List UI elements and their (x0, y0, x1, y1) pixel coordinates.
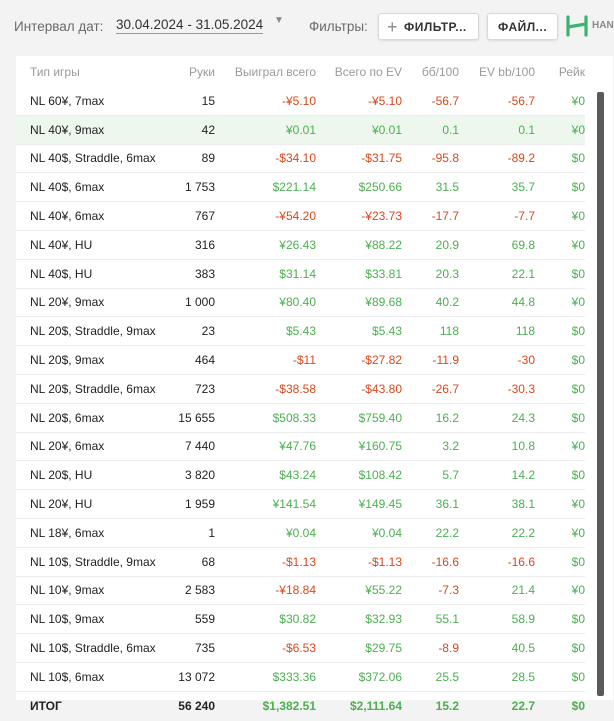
col-header-ev-bb100[interactable]: EV bb/100 (478, 64, 535, 79)
cell-ev-bb100: 14.2 (459, 461, 535, 490)
cell-won-total: -¥18.84 (215, 576, 316, 605)
cell-bb100: -95.8 (402, 144, 459, 173)
cell-hands: 42 (164, 115, 215, 144)
cell-hands: 3 820 (164, 461, 215, 490)
cell-ev-total: ¥149.45 (316, 490, 402, 519)
cell-ev-total: -$1.13 (316, 547, 402, 576)
cell-won-total: ¥0.04 (215, 518, 316, 547)
cell-won-total: ¥26.43 (215, 230, 316, 259)
cell-rake: $0 (535, 259, 585, 288)
cell-rake: ¥0 (535, 576, 585, 605)
cell-hands: 56 240 (178, 699, 215, 714)
cell-won-total: -$34.10 (215, 144, 316, 173)
cell-rake: ¥0 (535, 115, 585, 144)
cell-won-total: -¥5.10 (215, 87, 316, 115)
cell-won-total: $333.36 (215, 662, 316, 691)
cell-won-total: -$6.53 (215, 634, 316, 663)
table-row[interactable] (16, 518, 585, 547)
cell-rake: $0 (535, 317, 585, 346)
cell-rake: $0 (535, 403, 585, 432)
cell-ev-bb100: 35.7 (459, 173, 535, 202)
cell-hands: 13 072 (164, 662, 215, 691)
table-row[interactable] (16, 374, 585, 403)
cell-hands: 735 (164, 634, 215, 663)
cell-rake: $0 (535, 346, 585, 375)
table-row[interactable] (16, 317, 585, 346)
cell-game-type: NL 20¥, 9max (16, 288, 164, 317)
cell-rake: $0 (535, 461, 585, 490)
cell-game-type: NL 20$, HU (16, 461, 164, 490)
cell-game-type: NL 40¥, 9max (16, 115, 164, 144)
cell-rake: $0 (535, 144, 585, 173)
table-row[interactable] (16, 202, 585, 231)
table-row[interactable] (16, 288, 585, 317)
cell-ev-total: -¥5.10 (316, 87, 402, 115)
cell-bb100: -8.9 (402, 634, 459, 663)
cell-won-total: $5.43 (215, 317, 316, 346)
cell-hands: 15 (164, 87, 215, 115)
cell-hands: 15 655 (164, 403, 215, 432)
cell-bb100: 0.1 (402, 115, 459, 144)
cell-ev-total: -$27.82 (316, 346, 402, 375)
cell-won-total: -$38.58 (215, 374, 316, 403)
cell-ev-total: $29.75 (316, 634, 402, 663)
cell-won-total: -$1.13 (215, 547, 316, 576)
cell-won-total: $31.14 (215, 259, 316, 288)
date-interval-label: Интервал дат: (14, 19, 104, 34)
cell-ev-bb100: 28.5 (459, 662, 535, 691)
cell-game-type: NL 40$, 6max (16, 173, 164, 202)
col-header-rake[interactable]: Рейк (558, 64, 585, 79)
cell-game-type: ИТОГ (30, 699, 62, 714)
cell-game-type: NL 40¥, HU (16, 230, 164, 259)
cell-hands: 767 (164, 202, 215, 231)
cell-ev-total: ¥0.04 (316, 518, 402, 547)
cell-hands: 464 (164, 346, 215, 375)
cell-ev-total: ¥55.22 (316, 576, 402, 605)
cell-rake: $0 (535, 547, 585, 576)
table-row[interactable] (16, 432, 585, 461)
cell-ev-bb100: -56.7 (459, 87, 535, 115)
cell-won-total: $1,382.51 (262, 699, 316, 714)
table-row[interactable] (16, 634, 585, 663)
cell-hands: 1 (164, 518, 215, 547)
cell-ev-total: $108.42 (316, 461, 402, 490)
cell-hands: 23 (164, 317, 215, 346)
cell-game-type: NL 40¥, 6max (16, 202, 164, 231)
table-row[interactable] (16, 490, 585, 519)
cell-rake: ¥0 (535, 490, 585, 519)
cell-game-type: NL 20$, Straddle, 6max (16, 374, 164, 403)
chevron-down-icon[interactable]: ▼ (274, 15, 284, 26)
cell-ev-bb100: 21.4 (459, 576, 535, 605)
cell-won-total: $30.82 (215, 605, 316, 634)
cell-game-type: NL 20¥, 6max (16, 432, 164, 461)
cell-rake: ¥0 (535, 202, 585, 231)
table-header-row (16, 56, 585, 87)
cell-ev-total: $5.43 (316, 317, 402, 346)
col-header-won-total[interactable]: Выиграл всего (234, 64, 316, 79)
cell-ev-bb100: -89.2 (459, 144, 535, 173)
cell-ev-total: -$43.80 (316, 374, 402, 403)
cell-hands: 1 000 (164, 288, 215, 317)
filters-label: Фильтры: (309, 19, 368, 34)
cell-rake: $0 (571, 699, 585, 714)
cell-game-type: NL 10$, 6max (16, 662, 164, 691)
cell-ev-bb100: 58.9 (459, 605, 535, 634)
cell-bb100: 20.9 (402, 230, 459, 259)
cell-bb100: 118 (402, 317, 459, 346)
cell-ev-bb100: 118 (459, 317, 535, 346)
cell-won-total: $221.14 (215, 173, 316, 202)
cell-hands: 1 753 (164, 173, 215, 202)
cell-bb100: 40.2 (402, 288, 459, 317)
cell-rake: $0 (535, 374, 585, 403)
cell-ev-bb100: 22.2 (459, 518, 535, 547)
cell-rake: ¥0 (535, 518, 585, 547)
cell-ev-bb100: 22.1 (459, 259, 535, 288)
cell-bb100: -26.7 (402, 374, 459, 403)
plus-icon: + (387, 16, 399, 37)
cell-ev-bb100: 69.8 (459, 230, 535, 259)
cell-bb100: 55.1 (402, 605, 459, 634)
cell-bb100: 5.7 (402, 461, 459, 490)
cell-hands: 1 959 (164, 490, 215, 519)
cell-bb100: 25.5 (402, 662, 459, 691)
cell-ev-bb100: 44.8 (459, 288, 535, 317)
cell-won-total: $508.33 (215, 403, 316, 432)
table-row[interactable] (16, 144, 585, 173)
cell-rake: ¥0 (535, 87, 585, 115)
cell-ev-bb100: -30.3 (459, 374, 535, 403)
cell-bb100: -11.9 (402, 346, 459, 375)
cell-rake: $0 (535, 634, 585, 663)
cell-bb100: 15.2 (435, 699, 459, 714)
cell-ev-bb100: -7.7 (459, 202, 535, 231)
cell-game-type: NL 20$, Straddle, 9max (16, 317, 164, 346)
cell-bb100: 20.3 (402, 259, 459, 288)
cell-bb100: -56.7 (402, 87, 459, 115)
cell-ev-total: ¥89.68 (316, 288, 402, 317)
toolbar (0, 0, 613, 54)
cell-ev-bb100: 38.1 (459, 490, 535, 519)
cell-ev-total: $372.06 (316, 662, 402, 691)
logo-text: HAN (592, 20, 614, 31)
stats-table (16, 56, 585, 721)
cell-ev-bb100: 0.1 (459, 115, 535, 144)
cell-hands: 316 (164, 230, 215, 259)
cell-bb100: -17.7 (402, 202, 459, 231)
cell-ev-total: $33.81 (316, 259, 402, 288)
table-row[interactable] (16, 576, 585, 605)
cell-won-total: ¥47.76 (215, 432, 316, 461)
cell-hands: 7 440 (164, 432, 215, 461)
col-header-hands[interactable]: Руки (189, 64, 215, 79)
cell-bb100: 16.2 (402, 403, 459, 432)
cell-ev-total: $32.93 (316, 605, 402, 634)
cell-ev-bb100: 22.7 (511, 699, 535, 714)
col-header-ev-total[interactable]: Всего по EV (334, 64, 402, 79)
cell-ev-total: $2,111.64 (349, 699, 402, 714)
cell-ev-total: -$31.75 (316, 144, 402, 173)
cell-hands: 559 (164, 605, 215, 634)
table-row[interactable] (16, 87, 585, 115)
cell-game-type: NL 10$, 9max (16, 605, 164, 634)
cell-bb100: 31.5 (402, 173, 459, 202)
table-row[interactable] (16, 403, 585, 432)
date-range-select[interactable]: 30.04.2024 - 31.05.2024 (116, 17, 264, 32)
cell-ev-total: ¥0.01 (316, 115, 402, 144)
cell-won-total: $43.24 (215, 461, 316, 490)
cell-rake: $0 (535, 605, 585, 634)
cell-game-type: NL 20¥, HU (16, 490, 164, 519)
cell-game-type: NL 60¥, 7max (16, 87, 164, 115)
table-row[interactable] (16, 547, 585, 576)
cell-ev-total: $250.66 (316, 173, 402, 202)
table-row[interactable] (16, 605, 585, 634)
col-header-bb100[interactable]: бб/100 (421, 64, 459, 79)
cell-hands: 383 (164, 259, 215, 288)
table-row[interactable] (16, 461, 585, 490)
cell-game-type: NL 40$, HU (16, 259, 164, 288)
cell-hands: 89 (164, 144, 215, 173)
cell-game-type: NL 10¥, 9max (16, 576, 164, 605)
cell-hands: 2 583 (164, 576, 215, 605)
cell-game-type: NL 40$, Straddle, 6max (16, 144, 164, 173)
cell-ev-total: $759.40 (316, 403, 402, 432)
table-row[interactable] (16, 662, 585, 691)
cell-ev-bb100: -16.6 (459, 547, 535, 576)
table-total-row[interactable] (16, 691, 585, 721)
cell-bb100: -16.6 (402, 547, 459, 576)
table-row[interactable] (16, 346, 585, 375)
table-row[interactable] (16, 115, 585, 144)
cell-ev-total: ¥160.75 (316, 432, 402, 461)
cell-ev-total: ¥88.22 (316, 230, 402, 259)
cell-won-total: ¥80.40 (215, 288, 316, 317)
cell-won-total: -¥54.20 (215, 202, 316, 231)
filter-button[interactable] (378, 13, 479, 40)
cell-rake: $0 (535, 662, 585, 691)
cell-rake: ¥0 (535, 288, 585, 317)
cell-hands: 723 (164, 374, 215, 403)
cell-hands: 68 (164, 547, 215, 576)
col-header-game-type[interactable]: Тип игры (30, 64, 80, 79)
cell-bb100: -7.3 (402, 576, 459, 605)
cell-ev-bb100: -30 (459, 346, 535, 375)
file-button[interactable] (487, 13, 558, 40)
filter-button-label: ФИЛЬТР... (404, 19, 467, 34)
cell-game-type: NL 20$, 9max (16, 346, 164, 375)
hm-logo-icon[interactable] (565, 15, 589, 37)
cell-game-type: NL 18¥, 6max (16, 518, 164, 547)
stats-panel (16, 56, 613, 714)
cell-bb100: 22.2 (402, 518, 459, 547)
cell-ev-bb100: 40.5 (459, 634, 535, 663)
cell-ev-total: -¥23.73 (316, 202, 402, 231)
table-row[interactable] (16, 230, 585, 259)
cell-game-type: NL 20$, 6max (16, 403, 164, 432)
cell-won-total: ¥0.01 (215, 115, 316, 144)
table-body (16, 87, 585, 721)
table-row[interactable] (16, 173, 585, 202)
scrollbar-thumb[interactable] (597, 92, 604, 696)
cell-ev-bb100: 24.3 (459, 403, 535, 432)
cell-rake: ¥0 (535, 432, 585, 461)
cell-ev-bb100: 10.8 (459, 432, 535, 461)
cell-rake: $0 (535, 173, 585, 202)
cell-game-type: NL 10$, Straddle, 9max (16, 547, 164, 576)
cell-won-total: -$11 (215, 346, 316, 375)
file-button-label: ФАЙЛ... (498, 19, 548, 34)
cell-rake: ¥0 (535, 230, 585, 259)
cell-bb100: 3.2 (402, 432, 459, 461)
cell-bb100: 36.1 (402, 490, 459, 519)
cell-game-type: NL 10$, Straddle, 6max (16, 634, 164, 663)
table-row[interactable] (16, 259, 585, 288)
cell-won-total: ¥141.54 (215, 490, 316, 519)
